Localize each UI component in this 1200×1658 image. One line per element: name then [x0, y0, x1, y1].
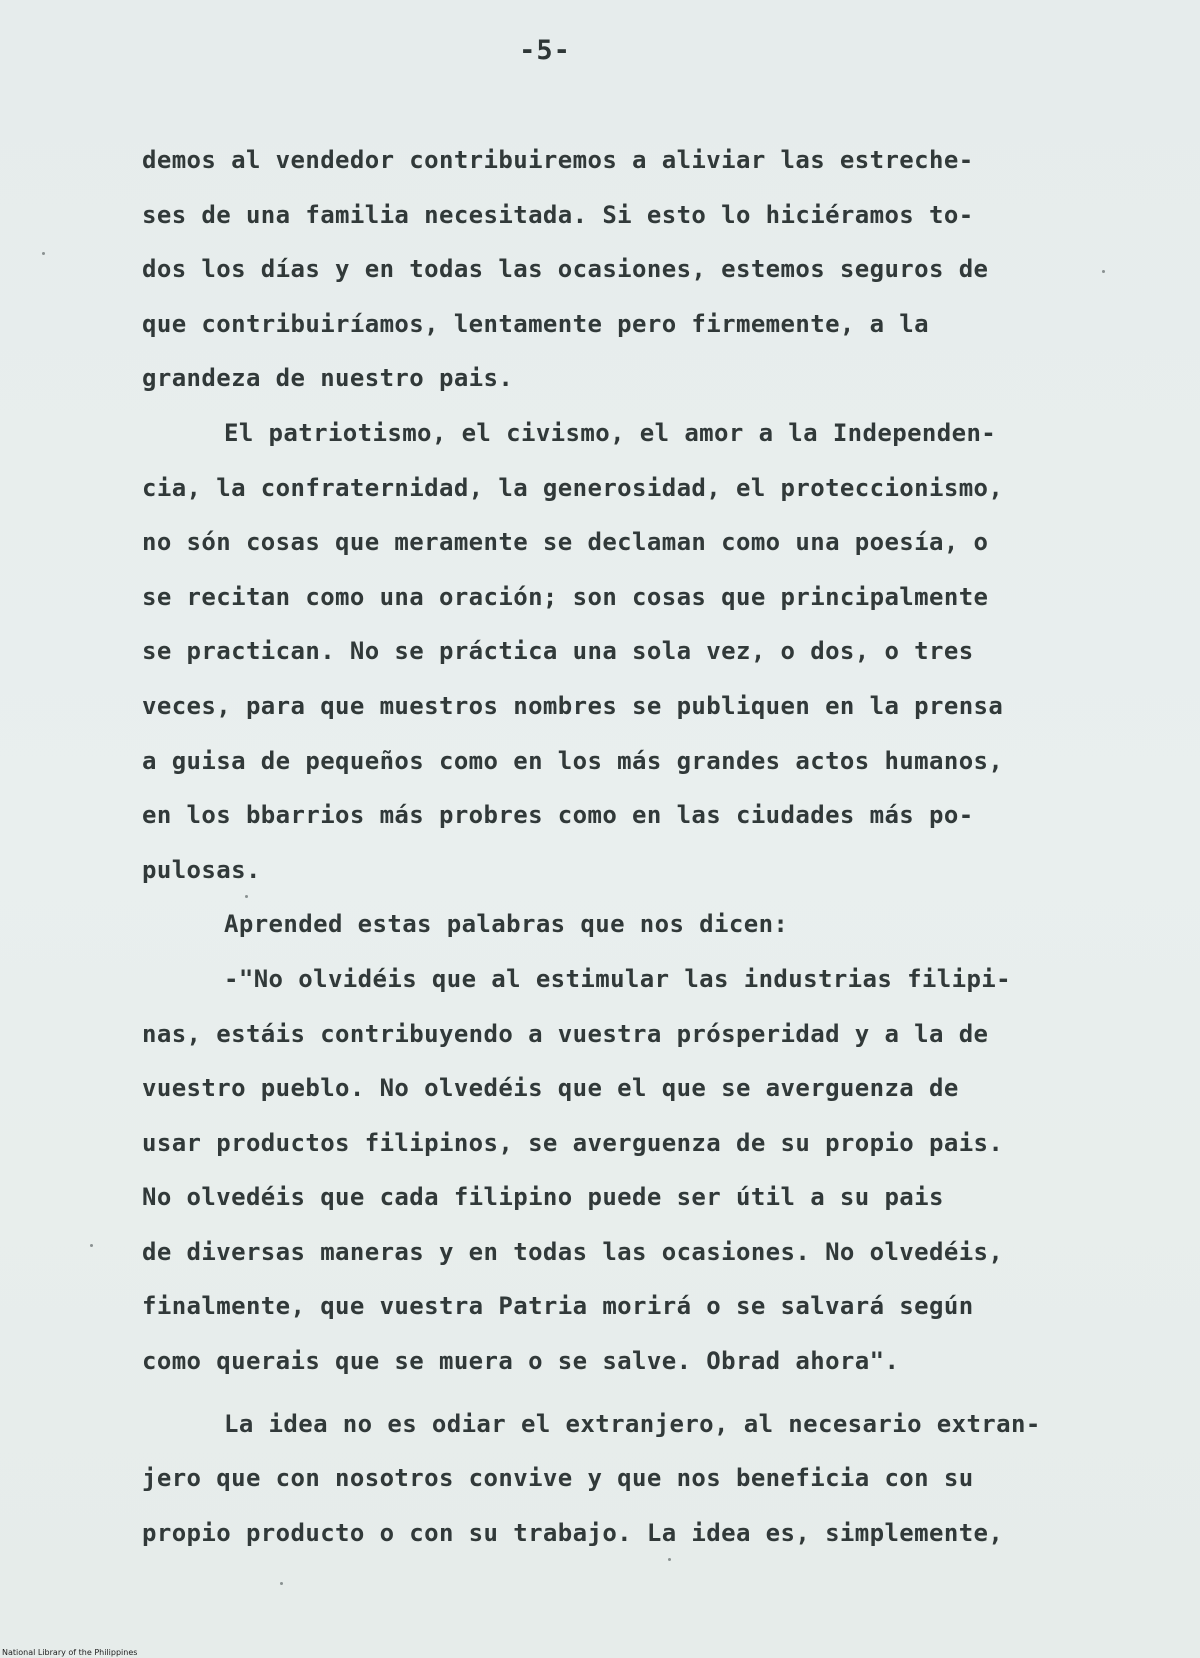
text-line: No olvedéis que cada filipino puede ser útil a su pais	[142, 1183, 944, 1212]
text-line: propio producto o con su trabajo. La idea es, simplemente,	[142, 1518, 1004, 1547]
text-line: nas, estáis contribuyendo a vuestra prósperidad y a la de	[142, 1019, 989, 1048]
text-line: vuestro pueblo. No olvedéis que el que se averguenza de	[142, 1074, 959, 1103]
text-line: dos los días y en todas las ocasiones, estemos seguros de	[142, 255, 989, 284]
scan-speck	[245, 895, 248, 898]
scan-speck	[1102, 270, 1105, 273]
text-line: de diversas maneras y en todas las ocasiones. No olvedéis,	[142, 1237, 1004, 1266]
text-line: veces, para que muestros nombres se publiquen en la prensa	[142, 691, 1004, 720]
text-line: demos al vendedor contribuiremos a aliviar las estreche-	[142, 146, 974, 174]
text-line: no són cosas que meramente se declaman como una poesía, o	[142, 528, 989, 557]
text-line: usar productos filipinos, se averguenza de su propio pais.	[142, 1128, 1004, 1157]
quote-start-line: -"No olvidéis que al estimular las industrias filipi-	[224, 964, 1012, 993]
text-line: que contribuiríamos, lentamente pero firmemente, a la	[142, 309, 930, 338]
scan-speck	[42, 252, 45, 255]
body-text	[142, 133, 1132, 1560]
text-line: jero que con nosotros convive y que nos beneficia con su	[142, 1464, 974, 1493]
paragraph-start-line: Aprended estas palabras que nos dicen:	[224, 910, 789, 939]
paragraph-start-line: La idea no es odiar el extranjero, al necesario extran-	[224, 1409, 1041, 1438]
text-line: grandeza de nuestro pais.	[142, 364, 514, 393]
scan-speck	[280, 1582, 283, 1585]
text-line: en los bbarrios más probres como en las ciudades más po-	[142, 801, 974, 830]
text-line: como querais que se muera o se salve. Obrad ahora".	[142, 1347, 900, 1376]
source-footer: National Library of the Philippines	[2, 1648, 138, 1657]
text-line: se practican. No se práctica una sola vez, o dos, o tres	[142, 637, 974, 666]
text-line: cia, la confraternidad, la generosidad, el proteccionismo,	[142, 473, 1004, 502]
paragraph-start-line: El patriotismo, el civismo, el amor a la Independen-	[224, 418, 997, 447]
text-line: pulosas.	[142, 855, 261, 884]
text-line: se recitan como una oración; son cosas que principalmente	[142, 582, 989, 611]
scan-speck	[90, 1244, 93, 1247]
page-number: -5-	[519, 35, 571, 66]
text-line: finalmente, que vuestra Patria morirá o se salvará según	[142, 1292, 974, 1321]
text-line: a guisa de pequeños como en los más grandes actos humanos,	[142, 746, 1004, 775]
scan-speck	[668, 1558, 671, 1561]
text-line: ses de una familia necesitada. Si esto lo hiciéramos to-	[142, 200, 974, 229]
